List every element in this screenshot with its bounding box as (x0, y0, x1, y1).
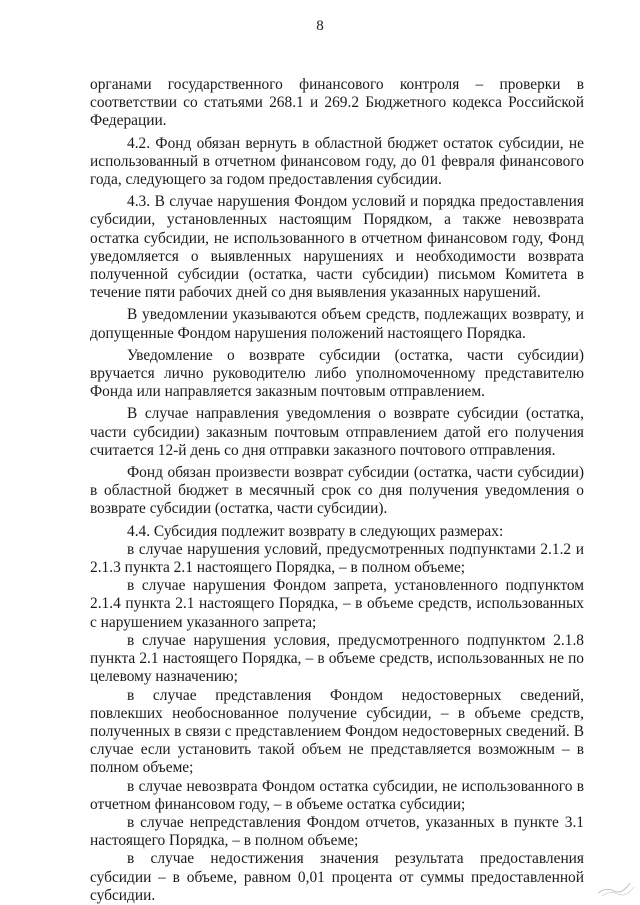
document-body (90, 76, 584, 905)
list-item-refund-case: в случае нарушения Фондом запрета, установленного подпунктом 2.1.4 пункта 2.1 настоящего Порядка, – в объеме средств, использованных с нарушением указанного запрета; (90, 577, 584, 631)
list-item-refund-case: в случае непредставления Фондом отчетов, указанных в пункте 3.1 настоящего Порядка, – в полном объеме; (90, 813, 584, 850)
paragraph-4-4: 4.4. Субсидия подлежит возврату в следующих размерах: (127, 522, 504, 540)
paragraph-notice-content: В уведомлении указываются объем средств, подлежащих возврату, и допущенные Фондом нарушения положений настоящего Порядка. (90, 306, 584, 342)
list-item-refund-case: в случае недостижения значения результата предоставления субсидии – в объеме, равном 0,01 процента от суммы предоставленной субсидии. (90, 850, 584, 904)
list-item-refund-case: в случае невозврата Фондом остатка субсидии, не использованного в отчетном финансовом году, – в объеме остатка субсидии; (90, 777, 584, 813)
paragraph-4-3: 4.3. В случае нарушения Фондом условий и порядка предоставления субсидии, установленных настоящим Порядком, а также невозврата остатка субсидии, не использованного в отчетном финансовом году, Фонд уведомляется о выявленных нарушениях и необходимости возврата полученной субсидии (остатка, части субсидии) письмом Комитета в течение пяти рабочих дней со дня выявления указанных нарушений. (90, 193, 584, 302)
paragraph-4-2: 4.2. Фонд обязан вернуть в областной бюджет остаток субсидии, не использованный в отчетном финансовом году, до 01 февраля финансового года, следующего за годом предоставления субсидии. (90, 134, 584, 189)
list-item-refund-case: в случае представления Фондом недостоверных сведений, повлекших необоснованное получение субсидии, – в объеме средств, полученных в связи с представлением Фондом недостоверных сведений. В случае если установить такой объем не представляется возможным – в полном объеме; (90, 686, 584, 777)
list-item-refund-case: в случае нарушения условий, предусмотренных подпунктами 2.1.2 и 2.1.3 пункта 2.1 настоящего Порядка, – в полном объеме; (90, 540, 584, 577)
paragraph-refund-deadline: Фонд обязан произвести возврат субсидии (остатка, части субсидии) в областной бюджет в месячный срок со дня получения уведомления о возврате субсидии (остатка, части субсидии). (90, 464, 584, 518)
list-item-refund-case: в случае нарушения условия, предусмотренного подпунктом 2.1.8 пункта 2.1 настоящего Порядка, – в объеме средств, использованных не по целевому назначению; (90, 631, 584, 686)
paragraph-continuation: органами государственного финансового контроля – проверки в соответствии со статьями 268.1 и 269.2 Бюджетного кодекса Российской Федерации. (90, 76, 584, 130)
page-number: 8 (316, 18, 324, 34)
paragraph-notice-delivery: Уведомление о возврате субсидии (остатка, части субсидии) вручается лично руководителю либо уполномоченному представителю Фонда или направляется заказным почтовым отправлением. (90, 346, 584, 401)
paragraph-notice-receipt-date: В случае направления уведомления о возврате субсидии (остатка, части субсидии) заказным почтовым отправлением датой его получения считается 12-й день со дня отправки заказного почтового отправления. (90, 405, 584, 459)
scan-artifact-mark (596, 873, 636, 897)
